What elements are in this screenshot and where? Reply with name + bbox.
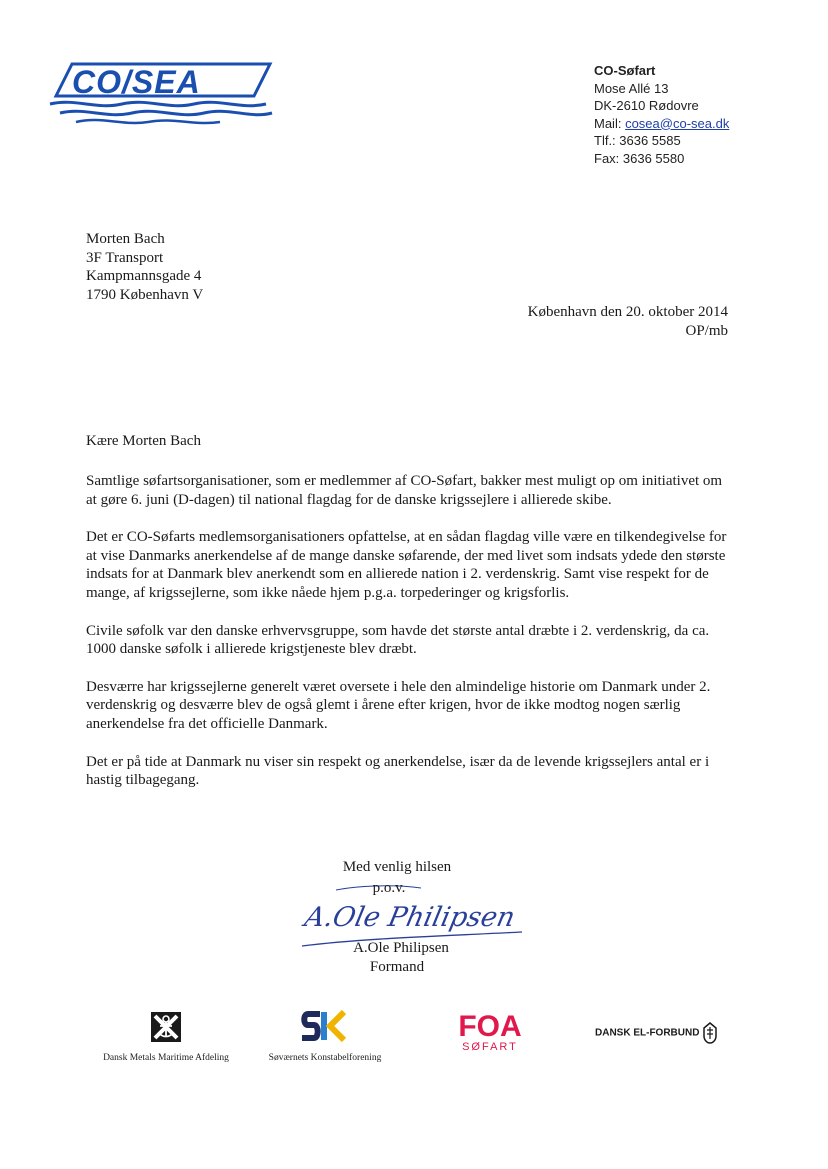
closing-greeting: Med venlig hilsen [342,859,452,875]
sender-street: Mose Allé 13 [594,80,669,96]
company-logo [46,62,276,126]
recipient-address-block [86,230,203,304]
el-forbund-name: DANSK EL-FORBUND [595,1027,700,1039]
closing-pov: p.o.v. [372,879,406,896]
paragraph: Det er på tide at Danmark nu viser sin respekt og anerkendelse, især da de levende krigssejlers antal er i hastig tilbagegang. [86,753,710,789]
salutation: Kære Morten Bach [86,433,201,449]
foa-mark: FOA [458,1010,522,1043]
sender-address-block [594,62,729,167]
sender-mail-label: Mail: [594,115,622,131]
sender-phone: Tlf.: 3636 5585 [594,133,681,148]
anchor-icon [149,1010,183,1044]
co-sea-logo-graphic [46,62,276,126]
org-label-dansk-metal: Dansk Metals Maritime Afdeling [103,1053,229,1063]
foa-sub: SØFART [462,1041,518,1053]
paragraph: Det er CO-Søfarts medlemsorganisationers opfattelse, at en sådan flagdag ville være en tilkendegivelse for at vise Danmarks anerkendelse af de mange danske søfarende, der med livet som indsats ydede den største indsats for at Danmark blev anerkendt som en allierede nation i 2. verdenskrig. Samt vise respekt for de mange, af krigssejlerne, som ikke nåede hjem p.g.a. torpederinger og krigsforlis. [86,529,727,601]
date-block [528,303,728,341]
reference-line: OP/mb [685,323,728,339]
org-label-sk: Søværnets Konstabelforening [268,1053,382,1063]
signer-title: Formand [369,958,425,975]
sender-mail-link[interactable]: cosea@co-sea.dk [625,115,730,131]
sender-fax: Fax: 3636 5580 [594,150,685,166]
crest-icon [703,1022,717,1044]
recipient-name: Morten Bach [86,231,165,247]
signature-script: A.Ole Philipsen [301,902,518,933]
recipient-street: Kampmannsgade 4 [86,268,202,285]
footer-logo-sk [255,1010,395,1063]
recipient-city: 1790 København V [86,286,204,303]
signer-name: A.Ole Philipsen [353,940,449,956]
paragraph: Civile søfolk var den danske erhvervsgruppe, som havde det største antal dræbte i 2. verdenskrig, da ca. 1000 danske søfolk i allierede krigstjeneste blev dræbt. [86,622,710,658]
closing-block [300,858,494,976]
paragraph: Desværre har krigssejlerne generelt været oversete i hele den almindelige historie om Danmark under 2. verdenskrig og desværre blev de også glemt i årene efter krigen, hvor de ikke modtog nogen særlig anerkendelse fra det officielle Danmark. [86,678,711,732]
sk-logo-graphic [300,1010,350,1044]
logo-text: CO/SEA [72,64,201,100]
footer-logo-foa [440,1010,540,1053]
sender-name: CO-Søfart [594,63,656,78]
footer-logo-el-forbund [595,1022,725,1044]
letter-body [86,472,736,809]
paragraph: Samtlige søfartsorganisationer, som er medlemmer af CO-Søfart, bakker mest muligt op om initiativet om at gøre 6. juni (D-dagen) til national flagdag for de danske krigssejlere i allierede skibe. [86,473,723,508]
sender-mail-line [594,115,729,133]
sender-city: DK-2610 Rødovre [594,98,699,113]
footer-logo-dansk-metal [86,1010,246,1063]
date-line: København den 20. oktober 2014 [527,304,728,320]
recipient-org: 3F Transport [86,249,164,266]
